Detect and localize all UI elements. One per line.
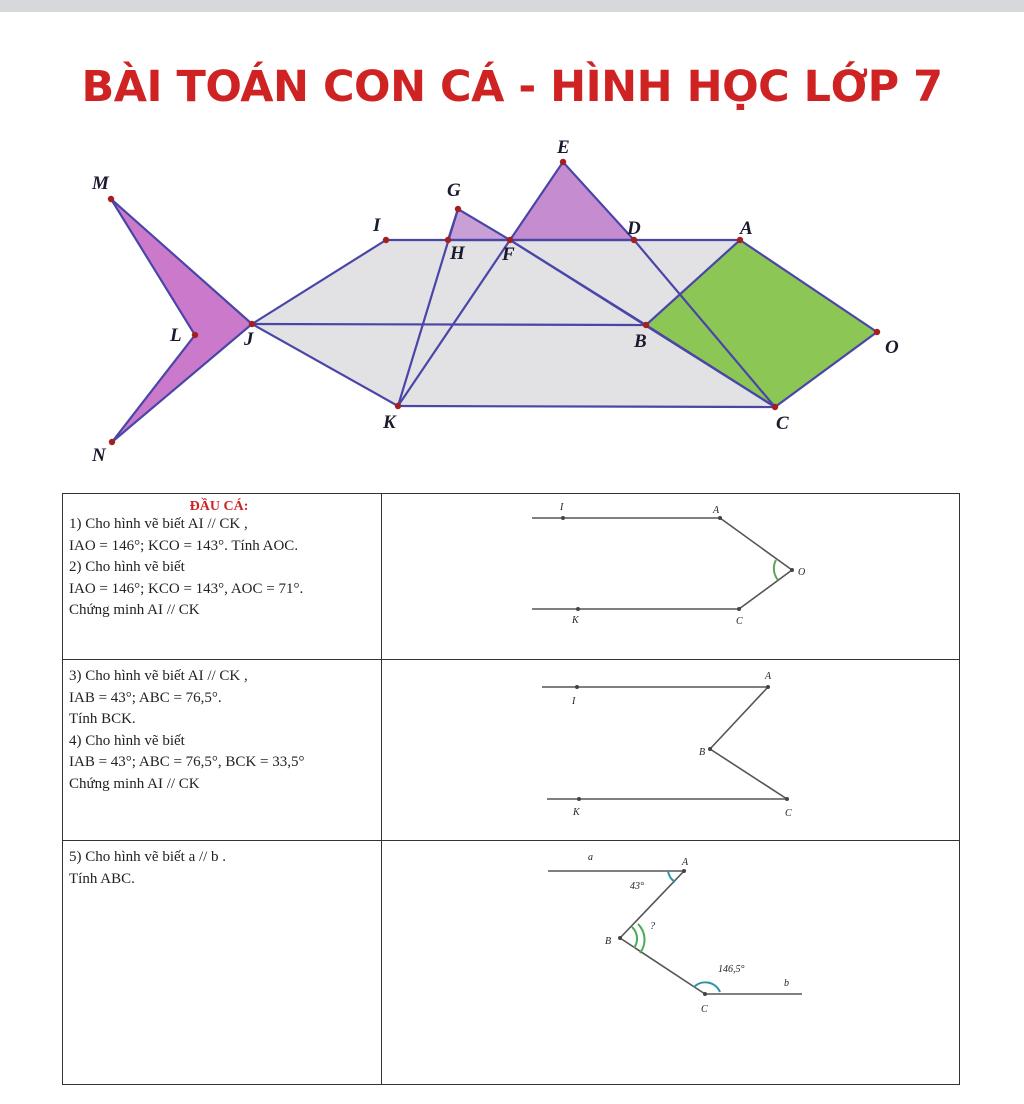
point-O [874, 329, 880, 335]
fig2-label-I: I [572, 696, 576, 707]
figure-1 [382, 494, 960, 660]
figure-3 [382, 841, 960, 1085]
fig3-label-B: B [605, 936, 612, 947]
label-C: C [776, 413, 789, 434]
point-L [192, 332, 198, 338]
fig1-label-O: O [798, 567, 806, 578]
fig1-label-A: A [713, 505, 720, 516]
figure-3-cell [382, 841, 960, 1085]
table-row [63, 841, 960, 1085]
fig1-label-K: K [572, 615, 579, 626]
label-H: H [450, 243, 465, 264]
fig1-label-C: C [736, 616, 743, 627]
fig2-label-B: B [699, 747, 706, 758]
label-M: M [92, 173, 109, 194]
fig2-label-K: K [573, 807, 580, 818]
label-J: J [244, 329, 254, 350]
label-F: F [502, 244, 515, 265]
fig3-label-question: ? [650, 921, 655, 932]
fig3-label-146-5: 146,5° [718, 964, 745, 975]
label-O: O [885, 337, 899, 358]
label-A: A [740, 218, 753, 239]
figure-2 [382, 660, 960, 841]
fish-tail [111, 199, 252, 442]
text-line: IAB = 43°; ABC = 76,5°. [69, 689, 222, 706]
fig3-label-43: 43° [630, 881, 644, 892]
figure-1-cell [382, 494, 960, 660]
label-K: K [383, 412, 396, 433]
label-L: L [170, 325, 182, 346]
table-row [63, 494, 960, 660]
text-line: IAO = 146°; KCO = 143°, AOC = 71°. [69, 580, 304, 597]
point-M [108, 196, 114, 202]
text-line: Tính BCK. [69, 711, 136, 727]
fig1-label-I: I [560, 502, 564, 513]
text-line: 5) Cho hình vẽ biết a // b . [69, 849, 227, 865]
fig3-label-a: a [588, 852, 593, 863]
problem-1-2-text [63, 494, 382, 660]
point-C [772, 404, 778, 410]
text-line: Chứng minh AI // CK [69, 602, 200, 618]
point-B [643, 322, 649, 328]
label-G: G [447, 180, 461, 201]
page-title: BÀI TOÁN CON CÁ - HÌNH HỌC LỚP 7 [81, 62, 943, 112]
text-line: IAO = 146°; KCO = 143°. Tính AOC. [69, 537, 299, 554]
fish-top-fin [510, 162, 634, 240]
fig3-label-A: A [682, 857, 689, 868]
figure-2-cell [382, 660, 960, 841]
point-I [383, 237, 389, 243]
fig3-label-b: b [784, 978, 789, 989]
label-I: I [373, 215, 381, 236]
table-header: ĐẦU CÁ: [189, 499, 249, 514]
point-G [455, 206, 461, 212]
point-E [560, 159, 566, 165]
point-J [249, 321, 255, 327]
label-E: E [557, 137, 570, 158]
text-line: 4) Cho hình vẽ biết [69, 732, 185, 749]
fig3-label-C: C [701, 1004, 708, 1015]
text-line: 2) Cho hình vẽ biết [69, 559, 185, 575]
label-B: B [634, 331, 647, 352]
point-F [507, 237, 513, 243]
table-row [63, 660, 960, 841]
text-line: Chứng minh AI // CK [69, 775, 200, 792]
fig2-label-C: C [785, 808, 792, 819]
text-line: 1) Cho hình vẽ biết AI // CK , [69, 516, 248, 532]
problem-5-text [63, 841, 382, 1085]
label-D: D [627, 218, 641, 239]
text-line: IAB = 43°; ABC = 76,5°, BCK = 33,5° [69, 754, 305, 770]
text-line: Tính ABC. [69, 870, 135, 887]
fish-figure [0, 0, 1024, 490]
point-K [395, 403, 401, 409]
problem-3-4-text [63, 660, 382, 841]
text-line: 3) Cho hình vẽ biết AI // CK , [69, 668, 248, 684]
point-N [109, 439, 115, 445]
label-N: N [92, 445, 106, 466]
problem-table [62, 493, 960, 1084]
fig2-label-A: A [765, 671, 772, 682]
